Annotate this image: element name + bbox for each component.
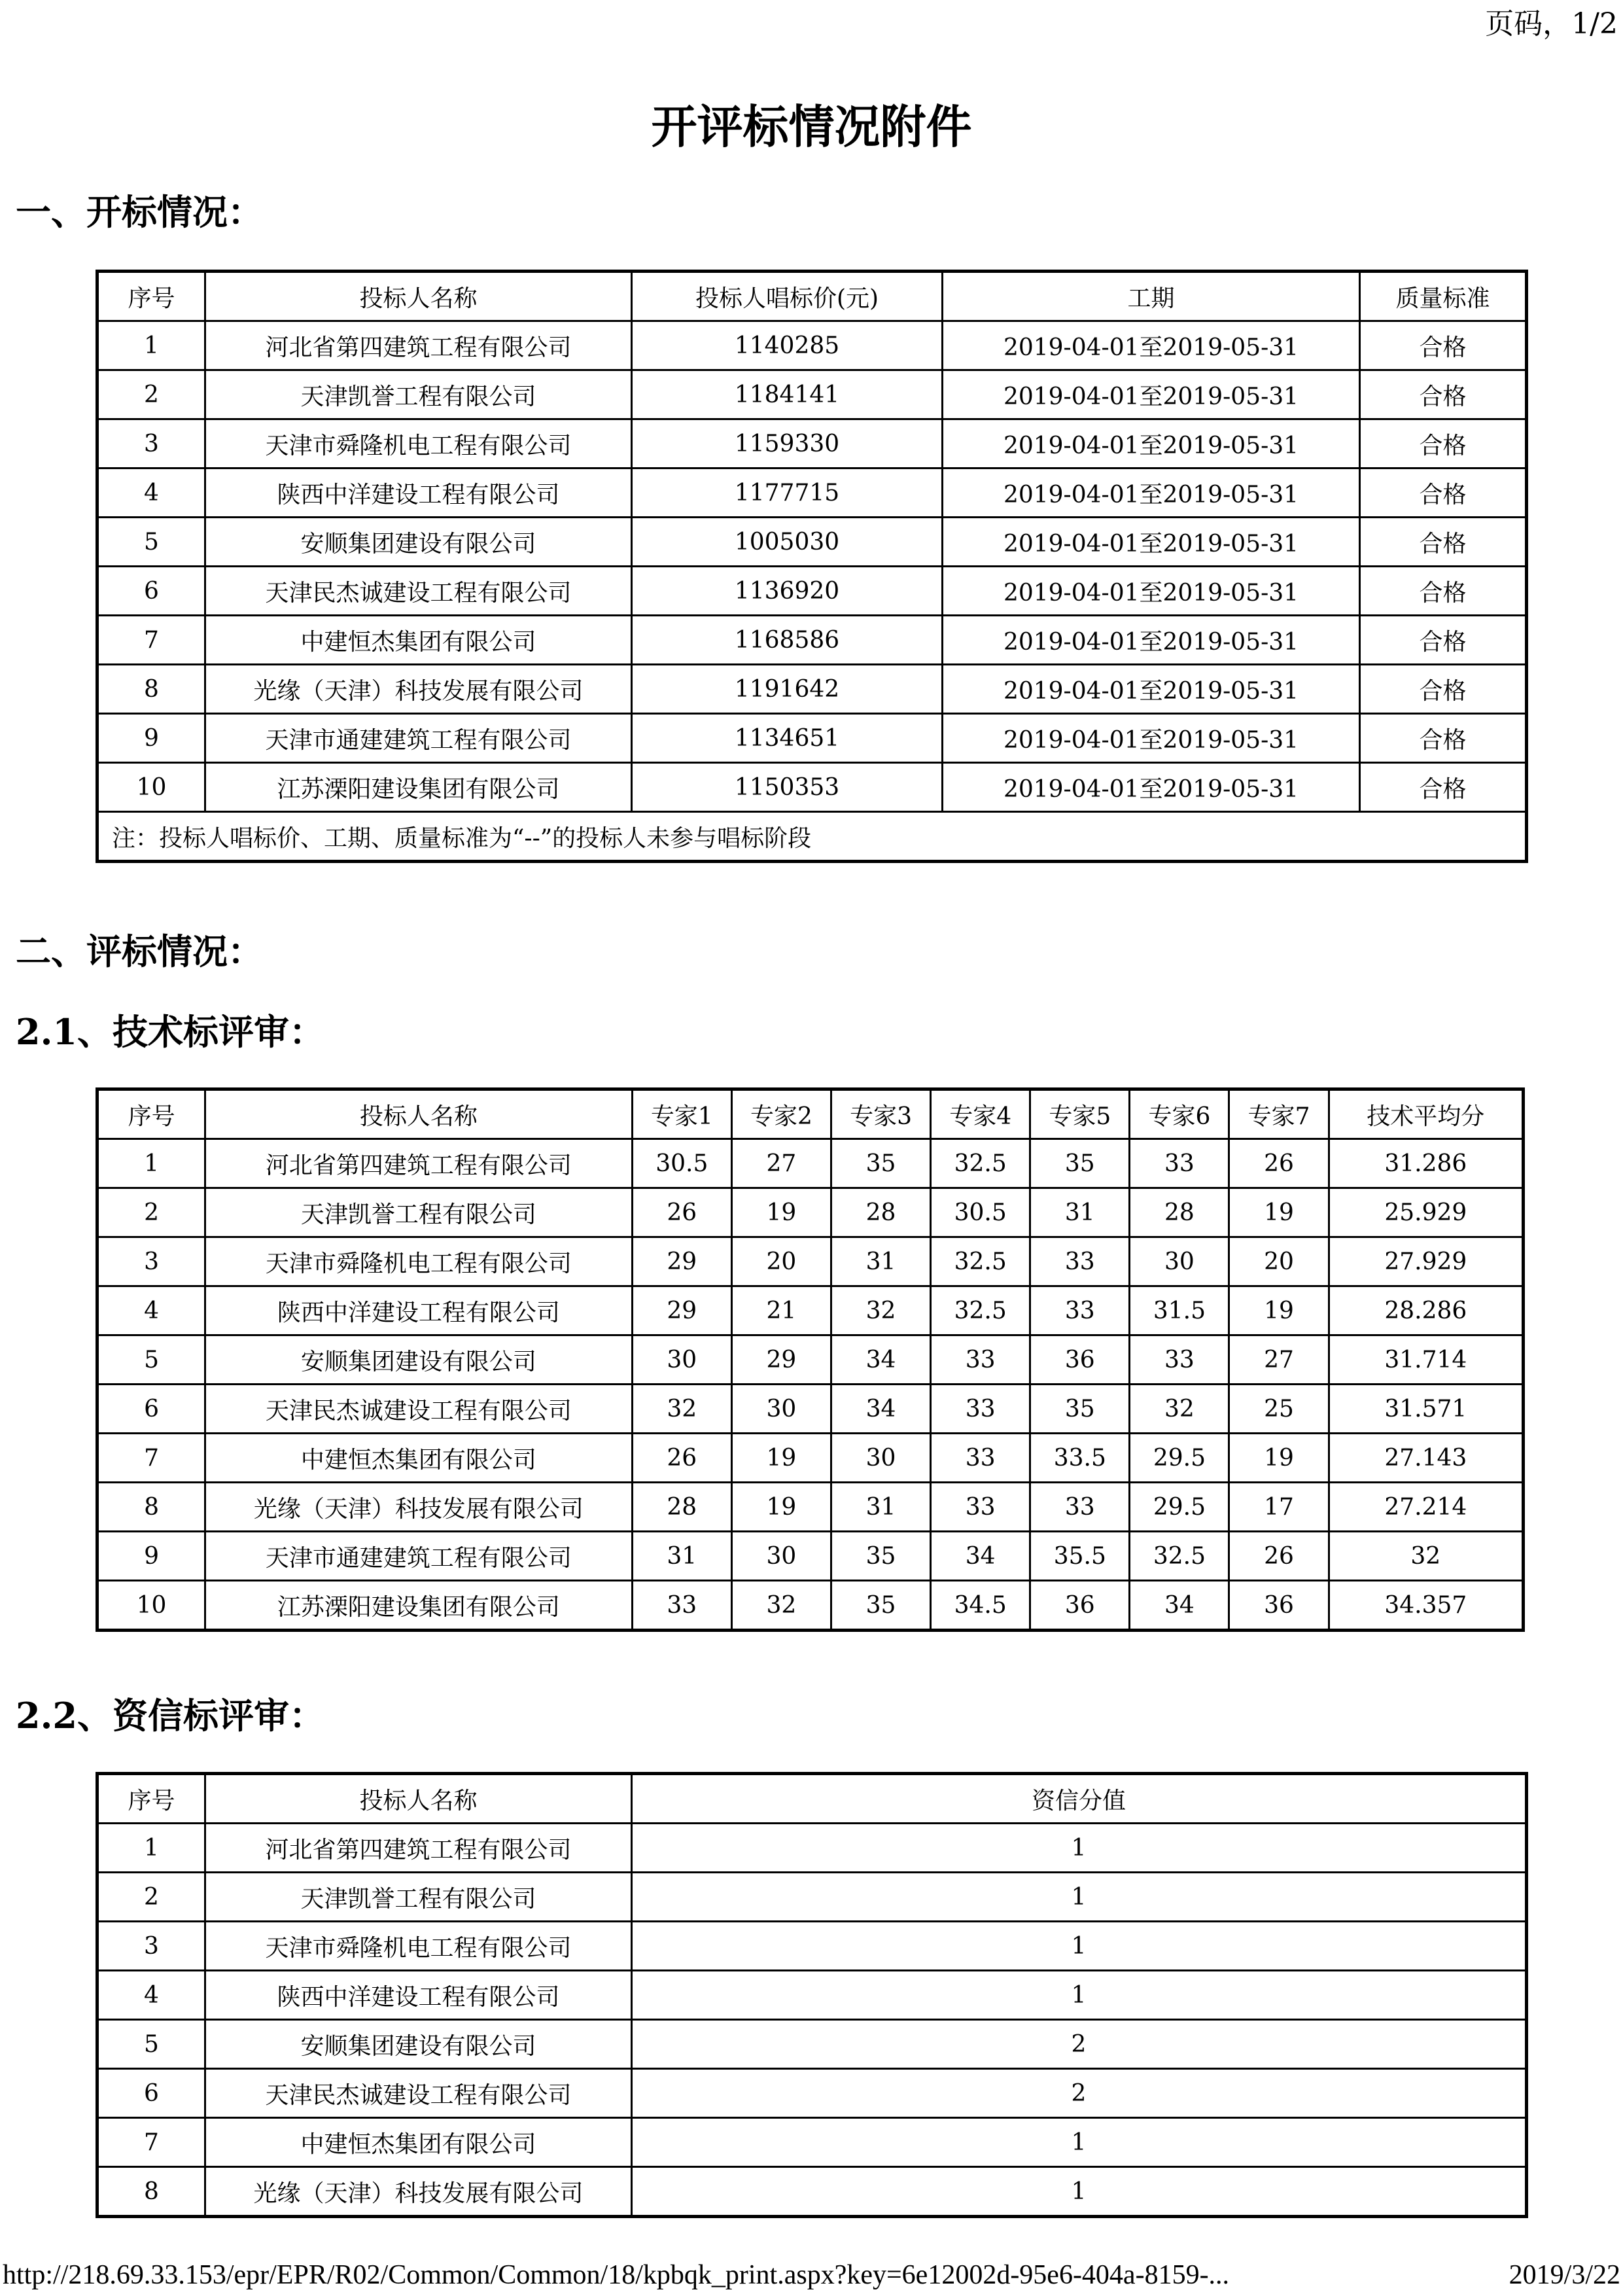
table-cell: 合格 [1360,468,1527,518]
table-cell: 32.5 [931,1139,1030,1188]
table-cell: 天津民杰诚建设工程有限公司 [205,1385,633,1434]
table-cell: 26 [632,1188,731,1237]
table-cell: 27 [1229,1335,1329,1385]
table-cell: 2 [97,1873,205,1922]
table-cell: 33 [1130,1139,1229,1188]
table-cell: 2019-04-01至2019-05-31 [943,419,1360,468]
column-header: 序号 [97,1774,205,1824]
table-cell: 合格 [1360,370,1527,419]
table-cell: 36 [1030,1581,1130,1631]
table-cell: 8 [97,1483,205,1532]
table-cell: 28 [1130,1188,1229,1237]
table-cell: 1 [97,321,205,370]
table-cell: 33 [1030,1286,1130,1335]
footer-url: http://218.69.33.153/epr/EPR/R02/Common/Common/18/kpbqk_print.aspx?key=6e12002d-95e6-404a-8159-... [3,2260,1230,2290]
table-cell: 合格 [1360,419,1527,468]
table-cell: 1134651 [632,714,943,763]
table-cell: 34.357 [1329,1581,1523,1631]
table-cell: 30 [731,1532,831,1581]
table-cell: 30 [831,1434,930,1483]
table-row [97,1434,1524,1483]
technical-review-table [96,1087,1525,1632]
table-cell: 29 [632,1237,731,1286]
table-cell: 1 [632,2167,1527,2217]
table-cell: 陕西中洋建设工程有限公司 [205,1971,632,2020]
table-cell: 合格 [1360,763,1527,812]
column-header: 专家7 [1229,1089,1329,1139]
table-cell: 19 [731,1188,831,1237]
table-cell: 33 [931,1483,1030,1532]
table-cell: 27 [731,1139,831,1188]
table-cell: 4 [97,468,205,518]
table-cell: 32 [1130,1385,1229,1434]
table-row [97,763,1527,812]
table-cell: 7 [97,1434,205,1483]
column-header: 专家5 [1030,1089,1130,1139]
column-header: 投标人名称 [205,272,632,321]
table-cell: 7 [97,2118,205,2167]
table-cell: 30 [1130,1237,1229,1286]
table-row [97,1483,1524,1532]
table-cell: 19 [731,1483,831,1532]
table-row [97,1971,1527,2020]
column-header: 投标人名称 [205,1774,632,1824]
table-cell: 27.929 [1329,1237,1523,1286]
table-cell: 1140285 [632,321,943,370]
table-cell: 6 [97,567,205,616]
column-header: 质量标准 [1360,272,1527,321]
column-header: 专家3 [831,1089,930,1139]
table-cell: 31 [1030,1188,1130,1237]
bid-opening-table [96,270,1528,863]
table-row [97,1922,1527,1971]
table-cell: 1168586 [632,616,943,665]
table-cell: 1 [632,1873,1527,1922]
column-header: 专家1 [632,1089,731,1139]
table-cell: 29.5 [1130,1483,1229,1532]
table-cell: 2019-04-01至2019-05-31 [943,370,1360,419]
table-row [97,1532,1524,1581]
table-cell: 2 [632,2020,1527,2069]
table-cell: 1150353 [632,763,943,812]
table-cell: 河北省第四建筑工程有限公司 [205,321,632,370]
table-row [97,2020,1527,2069]
table-cell: 2 [632,2069,1527,2118]
footer-date: 2019/3/22 [1509,2260,1620,2290]
table-cell: 3 [97,1922,205,1971]
table-cell: 3 [97,419,205,468]
document-title: 开评标情况附件 [651,99,972,154]
table-cell: 8 [97,2167,205,2217]
credit-review-table [96,1772,1528,2218]
column-header: 投标人唱标价(元) [632,272,943,321]
table-header-row [97,1774,1527,1824]
table-cell: 中建恒杰集团有限公司 [205,2118,632,2167]
table-row [97,2069,1527,2118]
table-cell: 2 [97,370,205,419]
table-cell: 34.5 [931,1581,1030,1631]
table-cell: 中建恒杰集团有限公司 [205,616,632,665]
table-cell: 34 [831,1385,930,1434]
table-cell: 2019-04-01至2019-05-31 [943,567,1360,616]
table-cell: 7 [97,616,205,665]
table-cell: 天津凯誉工程有限公司 [205,1873,632,1922]
table-cell: 2 [97,1188,205,1237]
column-header: 专家6 [1130,1089,1229,1139]
table-cell: 33 [931,1434,1030,1483]
table-cell: 29 [731,1335,831,1385]
table-cell: 32 [731,1581,831,1631]
table-cell: 陕西中洋建设工程有限公司 [205,468,632,518]
table-cell: 江苏溧阳建设集团有限公司 [205,1581,633,1631]
column-header: 序号 [97,272,205,321]
section-heading-credit-review: 2.2、资信标评审： [16,1695,324,1737]
table-cell: 30.5 [632,1139,731,1188]
table-cell: 4 [97,1971,205,2020]
column-header: 序号 [97,1089,205,1139]
table-row [97,1139,1524,1188]
table-cell: 32 [831,1286,930,1335]
table-cell: 1 [632,2118,1527,2167]
table-cell: 35 [1030,1385,1130,1434]
table-cell: 天津凯誉工程有限公司 [205,1188,633,1237]
table-cell: 35 [831,1581,930,1631]
table-cell: 31.286 [1329,1139,1523,1188]
column-header: 专家4 [931,1089,1030,1139]
table-cell: 天津市舜隆机电工程有限公司 [205,1922,632,1971]
table-cell: 10 [97,1581,205,1631]
table-cell: 19 [1229,1434,1329,1483]
table-cell: 天津市通建建筑工程有限公司 [205,1532,633,1581]
table-cell: 安顺集团建设有限公司 [205,1335,633,1385]
table-cell: 江苏溧阳建设集团有限公司 [205,763,632,812]
table-cell: 1184141 [632,370,943,419]
table-cell: 天津市舜隆机电工程有限公司 [205,419,632,468]
table-header-row [97,272,1527,321]
table-cell: 27.214 [1329,1483,1523,1532]
table-cell: 26 [1229,1139,1329,1188]
table-cell: 1136920 [632,567,943,616]
table-row [97,370,1527,419]
table-cell: 4 [97,1286,205,1335]
table-cell: 35 [1030,1139,1130,1188]
table-cell: 33.5 [1030,1434,1130,1483]
table-cell: 1 [632,1824,1527,1873]
section-heading-technical-review: 2.1、技术标评审： [16,1011,324,1053]
table-cell: 1159330 [632,419,943,468]
table-row [97,2118,1527,2167]
table-cell: 合格 [1360,518,1527,567]
table-cell: 合格 [1360,567,1527,616]
table-cell: 21 [731,1286,831,1335]
table-cell: 25.929 [1329,1188,1523,1237]
table-cell: 33 [931,1335,1030,1385]
table-cell: 5 [97,518,205,567]
table-cell: 安顺集团建设有限公司 [205,2020,632,2069]
column-header: 资信分值 [632,1774,1527,1824]
table-row [97,1237,1524,1286]
table-cell: 1 [97,1139,205,1188]
table-cell: 2019-04-01至2019-05-31 [943,763,1360,812]
table-cell: 28 [632,1483,731,1532]
table-cell: 32.5 [1130,1532,1229,1581]
table-note-row [97,812,1527,862]
table-cell: 光缘（天津）科技发展有限公司 [205,1483,633,1532]
table-cell: 34 [1130,1581,1229,1631]
table-cell: 33 [1030,1483,1130,1532]
page-number: 页码，1/2 [1485,7,1618,41]
table-note: 注：投标人唱标价、工期、质量标准为“--”的投标人未参与唱标阶段 [97,812,1527,862]
table-cell: 32 [632,1385,731,1434]
table-row [97,1824,1527,1873]
table-cell: 31.5 [1130,1286,1229,1335]
column-header: 专家2 [731,1089,831,1139]
table-cell: 31 [632,1532,731,1581]
table-cell: 天津民杰诚建设工程有限公司 [205,567,632,616]
table-cell: 天津市通建建筑工程有限公司 [205,714,632,763]
table-cell: 30 [731,1385,831,1434]
table-row [97,2167,1527,2217]
table-cell: 2019-04-01至2019-05-31 [943,714,1360,763]
table-cell: 31.571 [1329,1385,1523,1434]
table-cell: 河北省第四建筑工程有限公司 [205,1139,633,1188]
column-header: 工期 [943,272,1360,321]
table-cell: 安顺集团建设有限公司 [205,518,632,567]
table-cell: 天津凯誉工程有限公司 [205,370,632,419]
table-cell: 35 [831,1139,930,1188]
table-cell: 28.286 [1329,1286,1523,1335]
table-cell: 5 [97,2020,205,2069]
table-cell: 1177715 [632,468,943,518]
table-cell: 33 [931,1385,1030,1434]
table-cell: 9 [97,714,205,763]
table-cell: 合格 [1360,616,1527,665]
table-cell: 17 [1229,1483,1329,1532]
section-heading-evaluation: 二、评标情况： [16,930,263,972]
table-cell: 2019-04-01至2019-05-31 [943,518,1360,567]
table-row [97,518,1527,567]
table-header-row [97,1089,1524,1139]
table-cell: 1 [632,1922,1527,1971]
table-cell: 33 [632,1581,731,1631]
table-cell: 天津市舜隆机电工程有限公司 [205,1237,633,1286]
table-cell: 33 [1030,1237,1130,1286]
column-header: 技术平均分 [1329,1089,1523,1139]
table-cell: 35 [831,1532,930,1581]
table-cell: 6 [97,2069,205,2118]
section-heading-bid-opening: 一、开标情况： [16,191,263,233]
table-cell: 9 [97,1532,205,1581]
table-cell: 33 [1130,1335,1229,1385]
table-row [97,1385,1524,1434]
table-cell: 8 [97,665,205,714]
table-cell: 1191642 [632,665,943,714]
table-cell: 36 [1229,1581,1329,1631]
table-cell: 河北省第四建筑工程有限公司 [205,1824,632,1873]
table-cell: 2019-04-01至2019-05-31 [943,468,1360,518]
table-cell: 1 [97,1824,205,1873]
table-cell: 34 [931,1532,1030,1581]
table-cell: 3 [97,1237,205,1286]
table-cell: 35.5 [1030,1532,1130,1581]
table-cell: 27.143 [1329,1434,1523,1483]
table-row [97,1335,1524,1385]
table-cell: 合格 [1360,321,1527,370]
table-cell: 31 [831,1483,930,1532]
table-cell: 19 [1229,1286,1329,1335]
table-row [97,665,1527,714]
table-cell: 32.5 [931,1237,1030,1286]
table-cell: 28 [831,1188,930,1237]
table-cell: 10 [97,763,205,812]
table-cell: 26 [1229,1532,1329,1581]
table-cell: 32 [1329,1532,1523,1581]
table-row [97,468,1527,518]
table-cell: 20 [1229,1237,1329,1286]
table-cell: 29 [632,1286,731,1335]
table-row [97,616,1527,665]
table-cell: 29.5 [1130,1434,1229,1483]
table-cell: 26 [632,1434,731,1483]
table-row [97,567,1527,616]
table-cell: 25 [1229,1385,1329,1434]
table-cell: 19 [1229,1188,1329,1237]
table-cell: 30 [632,1335,731,1385]
table-cell: 32.5 [931,1286,1030,1335]
table-cell: 光缘（天津）科技发展有限公司 [205,2167,632,2217]
table-cell: 31 [831,1237,930,1286]
table-cell: 1005030 [632,518,943,567]
table-cell: 光缘（天津）科技发展有限公司 [205,665,632,714]
table-cell: 合格 [1360,665,1527,714]
table-cell: 5 [97,1335,205,1385]
table-row [97,419,1527,468]
table-row [97,1286,1524,1335]
table-cell: 天津民杰诚建设工程有限公司 [205,2069,632,2118]
table-cell: 陕西中洋建设工程有限公司 [205,1286,633,1335]
table-cell: 1 [632,1971,1527,2020]
table-cell: 31.714 [1329,1335,1523,1385]
table-cell: 6 [97,1385,205,1434]
table-row [97,1873,1527,1922]
table-row [97,321,1527,370]
table-cell: 2019-04-01至2019-05-31 [943,665,1360,714]
table-row [97,714,1527,763]
table-row [97,1581,1524,1631]
table-cell: 合格 [1360,714,1527,763]
table-cell: 36 [1030,1335,1130,1385]
table-cell: 34 [831,1335,930,1385]
table-cell: 30.5 [931,1188,1030,1237]
table-cell: 19 [731,1434,831,1483]
table-cell: 中建恒杰集团有限公司 [205,1434,633,1483]
column-header: 投标人名称 [205,1089,633,1139]
table-row [97,1188,1524,1237]
table-cell: 2019-04-01至2019-05-31 [943,321,1360,370]
table-cell: 20 [731,1237,831,1286]
table-cell: 2019-04-01至2019-05-31 [943,616,1360,665]
